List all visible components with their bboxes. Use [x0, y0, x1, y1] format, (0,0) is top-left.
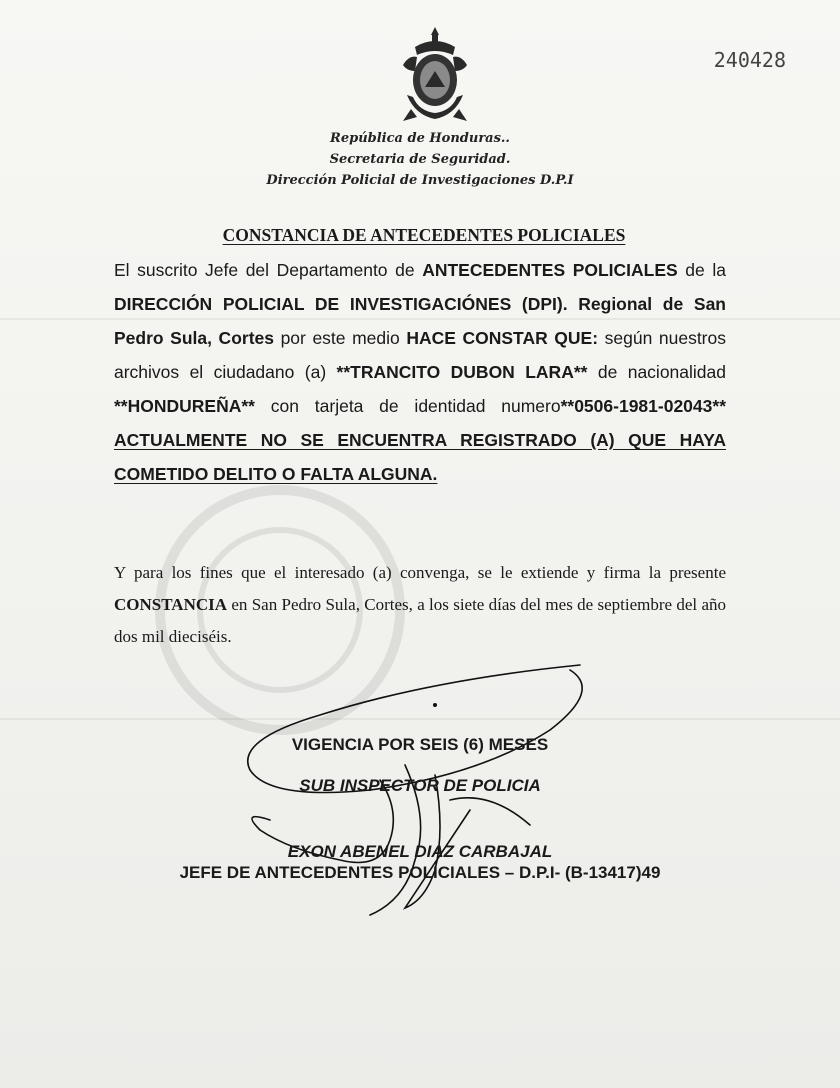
certification-paragraph: El suscrito Jefe del Departamento de ANTECEDENTES POLICIALES de la DIRECCIÓN POLICIAL DE INVESTIGACIÓNES (DPI). Regional de San Pedro Sula, Cortes por este medio HACE CONSTAR QUE: según nuestros archivos el ciudadano (a) **TRANCITO DUBON LARA** de nacionalidad **HONDUREÑA** con tarjeta de identidad numero**0506-1981-02043** ACTUALMENTE NO SE ENCUENTRA REGISTRADO (A) QUE HAYA COMETIDO DELITO O FALTA ALGUNA. — [114, 260, 726, 484]
nationality: **HONDUREÑA** — [114, 396, 255, 416]
header-ministry: Secretaria de Seguridad. — [329, 152, 511, 167]
document-number: 240428 — [713, 48, 786, 72]
header-directorate: Dirección Policial de Investigaciones D.P.I — [266, 173, 574, 188]
citizen-name: **TRANCITO DUBON LARA** — [336, 362, 588, 382]
closing-paragraph: Y para los fines que el interesado (a) convenga, se le extiende y firma la presente CONSTANCIA en San Pedro Sula, Cortes, a los siete días del mes de septiembre del año dos mil dieciséis. — [114, 563, 726, 646]
officer-position: JEFE DE ANTECEDENTES POLICIALES – D.P.I- (B-13417)49 — [179, 863, 661, 882]
document-title — [114, 225, 734, 246]
document-title-text: CONSTANCIA DE ANTECEDENTES POLICIALES — [222, 225, 626, 245]
id-number: **0506-1981-02043** — [560, 396, 726, 416]
issuer-header — [240, 128, 600, 191]
record-status: ACTUALMENTE NO SE ENCUENTRA REGISTRADO (A) QUE HAYA COMETIDO DELITO O FALTA ALGUNA. — [114, 430, 726, 484]
coat-of-arms-seal-icon — [395, 25, 475, 125]
officer-name: EXON ABENEL DIAZ CARBAJAL — [287, 842, 553, 861]
header-country: República de Honduras.. — [330, 131, 510, 146]
officer-rank: SUB INSPECTOR DE POLICIA — [299, 776, 541, 795]
validity-line: VIGENCIA POR SEIS (6) MESES — [291, 735, 549, 754]
